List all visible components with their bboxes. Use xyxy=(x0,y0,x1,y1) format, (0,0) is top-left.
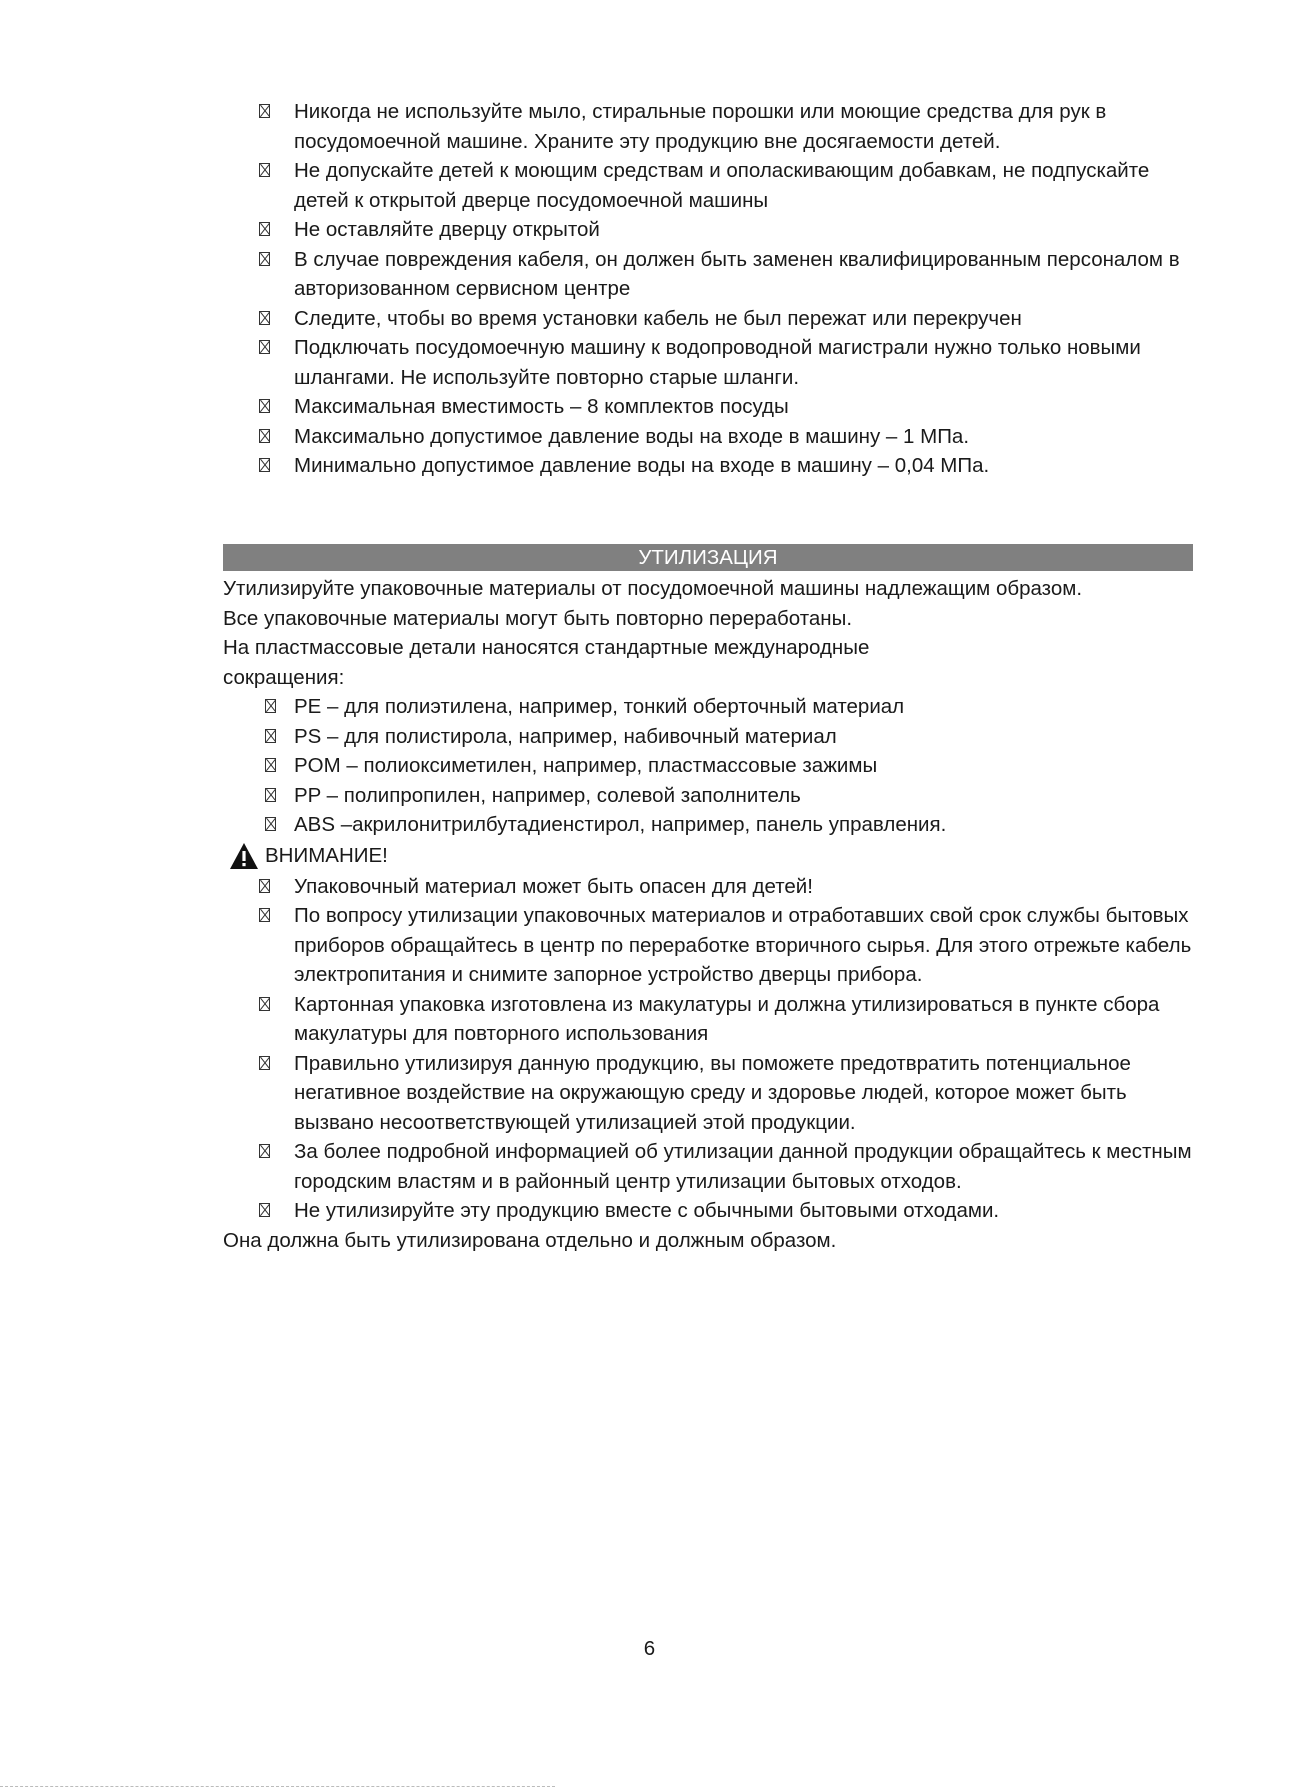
paragraph: Все упаковочные материалы могут быть повторно переработаны. xyxy=(223,606,853,630)
list-item xyxy=(223,901,1193,990)
list-item-text: ABS –акрилонитрилбутадиенстирол, например, панель управления. xyxy=(294,813,947,836)
section-title: УТИЛИЗАЦИЯ xyxy=(223,544,1193,571)
list-item-text: Картонная упаковка изготовлена из макулатуры и должна утилизироваться в пункте сбора макулатуры для повторного использования xyxy=(294,992,1160,1045)
warning-heading xyxy=(223,840,1193,872)
list-item xyxy=(223,722,1193,752)
list-item xyxy=(223,392,1193,422)
crossed-box-icon xyxy=(223,692,294,722)
list-item-text: Не утилизируйте эту продукцию вместе с обычными бытовыми отходами. xyxy=(294,1199,1000,1222)
materials-list xyxy=(223,692,1193,840)
list-item xyxy=(223,781,1193,811)
list-item xyxy=(223,810,1193,840)
footer-divider xyxy=(0,1786,555,1787)
list-item xyxy=(223,333,1193,392)
list-item-text: Максимальная вместимость – 8 комплектов посуды xyxy=(294,395,789,418)
list-item-text: Упаковочный материал может быть опасен для детей! xyxy=(294,874,813,898)
crossed-box-icon xyxy=(223,333,294,363)
crossed-box-icon xyxy=(223,781,294,811)
list-item xyxy=(223,692,1193,722)
crossed-box-icon xyxy=(223,156,294,186)
warning-list xyxy=(223,872,1193,1226)
list-item xyxy=(223,990,1193,1049)
crossed-box-icon xyxy=(223,810,294,840)
crossed-box-icon xyxy=(223,1196,294,1226)
list-item xyxy=(223,872,1193,902)
list-item-text: Следите, чтобы во время установки кабель не был пережат или перекручен xyxy=(294,306,1022,330)
list-item-text: PS – для полистирола, например, набивочный материал xyxy=(294,724,837,748)
crossed-box-icon xyxy=(223,990,294,1020)
crossed-box-icon xyxy=(223,422,294,452)
list-item xyxy=(223,304,1193,334)
list-item xyxy=(223,751,1193,781)
list-item-text: В случае повреждения кабеля, он должен быть заменен квалифицированным персоналом в авторизованном сервисном центре xyxy=(294,247,1180,300)
list-item-text: POM – полиоксиметилен, например, пластмассовые зажимы xyxy=(294,754,878,777)
list-item xyxy=(223,97,1193,156)
crossed-box-icon xyxy=(223,245,294,275)
list-item-text: Минимально допустимое давление воды на входе в машину – 0,04 МПа. xyxy=(294,454,990,477)
list-item-text: По вопросу утилизации упаковочных материалов и отработавших свой срок службы бытовых приборов обращайтесь в центр по переработке вторичного сырья. Для этого отрежьте кабель электропитания и снимите запорное устройство дверцы прибора. xyxy=(294,904,1192,986)
list-item xyxy=(223,1137,1193,1196)
list-item-text: За более подробной информацией об утилизации данной продукции обращайтесь к местным городским властям и в районный центр утилизации бытовых отходов. xyxy=(294,1140,1192,1193)
list-item-text: Правильно утилизируя данную продукцию, вы поможете предотвратить потенциальное негативное воздействие на окружающую среду и здоровье людей, которое может быть вызвано несоответствующей утилизацией этой продукции. xyxy=(294,1051,1131,1134)
disposal-section xyxy=(223,574,1193,1255)
list-item-text: Никогда не используйте мыло, стиральные порошки или моющие средства для рук в посудомоечной машине. Храните эту продукцию вне досягаемости детей. xyxy=(294,100,1107,153)
list-item-text: PE – для полиэтилена, например, тонкий оберточный материал xyxy=(294,695,905,718)
list-item xyxy=(223,245,1193,304)
list-item xyxy=(223,422,1193,452)
warning-triangle-icon xyxy=(229,842,259,870)
page-number: 6 xyxy=(643,1637,656,1660)
list-item-text: Не оставляйте дверцу открытой xyxy=(294,218,600,241)
crossed-box-icon xyxy=(223,872,294,902)
list-item-text: Максимально допустимое давление воды на входе в машину – 1 МПа. xyxy=(294,424,970,448)
list-item xyxy=(223,215,1193,245)
list-item-text: Подключать посудомоечную машину к водопроводной магистрали нужно только новыми шлангами. Не используйте повторно старые шланги. xyxy=(294,336,1141,389)
closing-paragraph: Она должна быть утилизирована отдельно и должным образом. xyxy=(223,1228,837,1252)
crossed-box-icon xyxy=(223,304,294,334)
list-item-text: Не допускайте детей к моющим средствам и ополаскивающим добавкам, не подпускайте детей к открытой дверце посудомоечной машины xyxy=(294,159,1150,212)
warning-label: ВНИМАНИЕ! xyxy=(265,843,388,867)
crossed-box-icon xyxy=(223,215,294,245)
crossed-box-icon xyxy=(223,1137,294,1167)
crossed-box-icon xyxy=(223,751,294,781)
list-item xyxy=(223,156,1193,215)
paragraph: сокращения: xyxy=(223,665,345,689)
crossed-box-icon xyxy=(223,97,294,127)
list-item-text: PP – полипропилен, например, солевой заполнитель xyxy=(294,783,801,807)
crossed-box-icon xyxy=(223,1049,294,1079)
paragraph: На пластмассовые детали наносятся стандартные международные xyxy=(223,636,870,659)
crossed-box-icon xyxy=(223,901,294,931)
crossed-box-icon xyxy=(223,722,294,752)
list-item xyxy=(223,451,1193,481)
list-item xyxy=(223,1196,1193,1226)
crossed-box-icon xyxy=(223,392,294,422)
list-item xyxy=(223,1049,1193,1138)
paragraph: Утилизируйте упаковочные материалы от посудомоечной машины надлежащим образом. xyxy=(223,577,1083,600)
crossed-box-icon xyxy=(223,451,294,481)
safety-list xyxy=(223,97,1193,481)
